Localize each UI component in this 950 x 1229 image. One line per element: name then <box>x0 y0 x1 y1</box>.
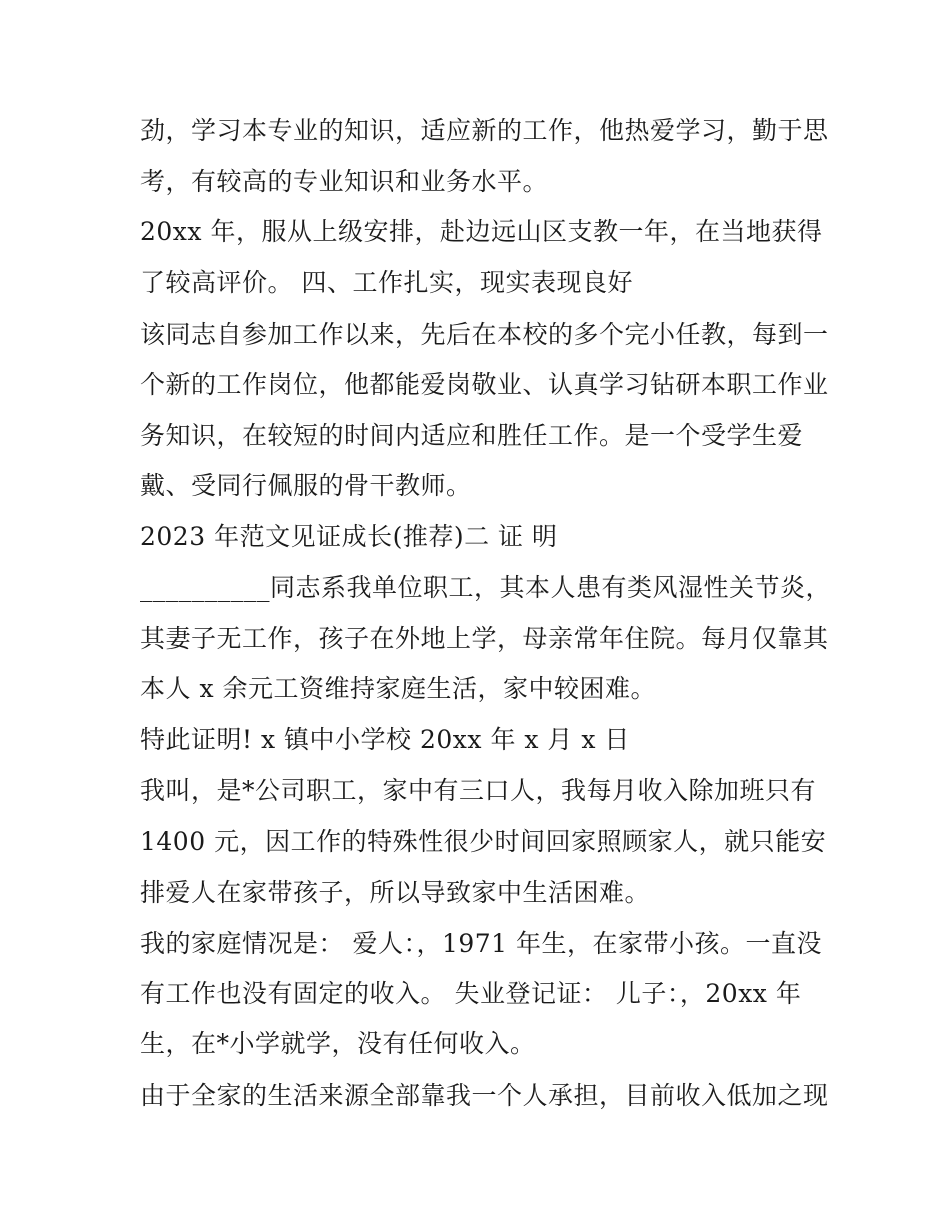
text-line: 务知识，在较短的时间内适应和胜任工作。是一个受学生爱 <box>140 421 804 450</box>
text-line: 了较高评价。 四、工作扎实，现实表现良好 <box>140 268 633 297</box>
text-line: __________同志系我单位职工，其本人患有类风湿性关节炎， <box>140 573 832 602</box>
text-line: 考，有较高的专业知识和业务水平。 <box>140 167 549 196</box>
text-line: 生，在*小学就学，没有任何收入。 <box>140 1029 536 1058</box>
text-line: 戴、受同行佩服的骨干教师。 <box>140 471 472 500</box>
section-heading: 2023 年范文见证成长(推荐)二 证 明 <box>140 522 558 551</box>
text-line: 我的家庭情况是： 爱人：，1971 年生，在家带小孩。一直没 <box>140 929 823 958</box>
text-line: 个新的工作岗位，他都能爱岗敬业、认真学习钻研本职工作业 <box>140 370 829 399</box>
text-line: 由于全家的生活来源全部靠我一个人承担，目前收入低加之现 <box>140 1081 829 1110</box>
text-line: 我叫，是*公司职工，家中有三口人，我每月收入除加班只有 <box>140 776 817 805</box>
text-line: 特此证明! x 镇中小学校 20xx 年 x 月 x 日 <box>140 725 630 754</box>
text-line: 排爱人在家带孩子，所以导致家中生活困难。 <box>140 878 651 907</box>
text-line: 20xx 年，服从上级安排，赴边远山区支教一年，在当地获得 <box>140 217 823 246</box>
text-line: 该同志自参加工作以来，先后在本校的多个完小任教，每到一 <box>140 320 829 349</box>
text-line: 劲，学习本专业的知识，适应新的工作，他热爱学习，勤于思 <box>140 116 829 145</box>
text-line: 有工作也没有固定的收入。 失业登记证： 儿子：，20xx 年 <box>140 979 802 1008</box>
text-line: 本人 x 余元工资维持家庭生活，家中较困难。 <box>140 674 656 703</box>
text-line: 其妻子无工作，孩子在外地上学，母亲常年住院。每月仅靠其 <box>140 624 829 653</box>
text-line: 1400 元，因工作的特殊性很少时间回家照顾家人，就只能安 <box>140 827 827 856</box>
